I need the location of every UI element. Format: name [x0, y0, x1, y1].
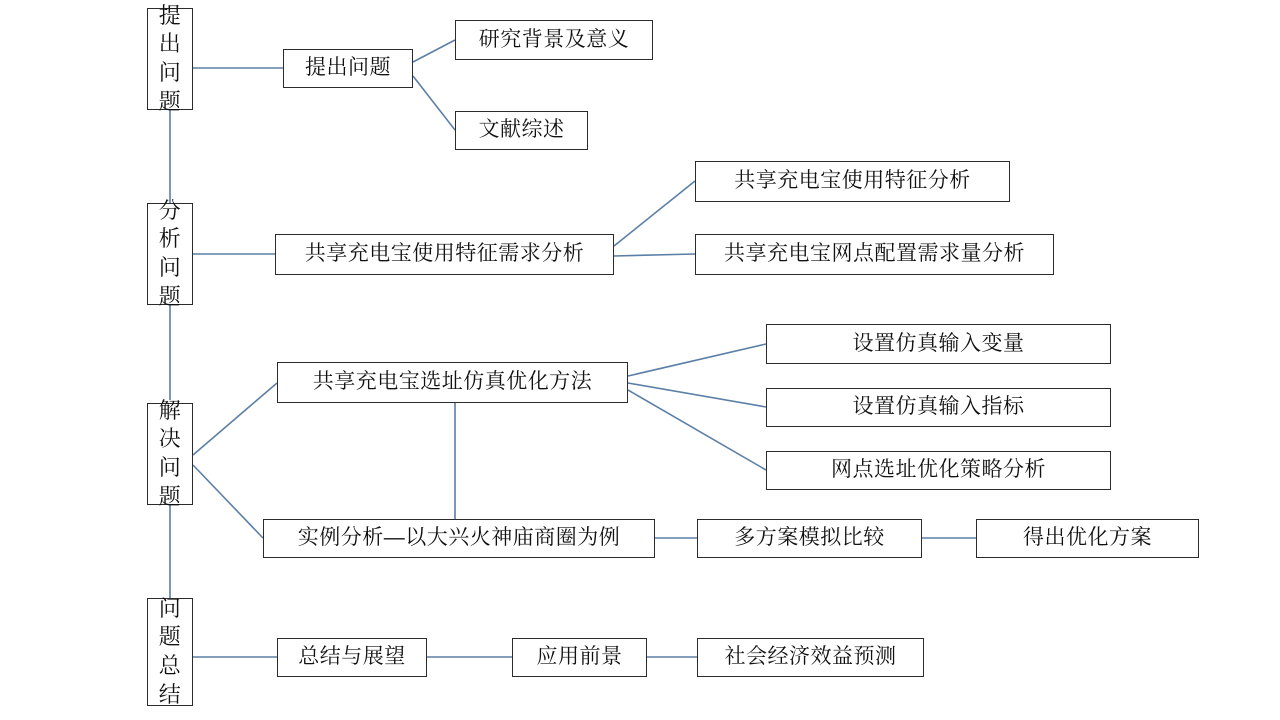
node-label: 共享充电宝使用特征需求分析: [304, 242, 585, 266]
node-label: 提出问题: [305, 56, 391, 80]
node-set-input-indicators: [766, 388, 1111, 427]
node-simulation-optimization-method: [277, 362, 628, 403]
node-site-strategy-analysis: [766, 451, 1111, 490]
node-usage-feature-analysis: [695, 161, 1010, 202]
node-literature-review: [455, 111, 588, 150]
stage-node-1: [147, 2, 193, 114]
stage-node-3: [147, 397, 193, 509]
node-research-background: [455, 20, 653, 60]
node-label: 实例分析—以大兴火神庙商圈为例: [297, 526, 621, 550]
node-label: 应用前景: [536, 645, 623, 669]
stage-node-2: [147, 197, 193, 309]
node-application-prospect: [512, 638, 647, 677]
node-label: 网点选址优化策略分析: [831, 458, 1046, 482]
node-case-study: [263, 519, 655, 558]
node-scheme-comparison: [697, 519, 922, 558]
stage-label: 分析问题: [158, 197, 182, 309]
node-site-config-demand: [695, 234, 1054, 275]
node-demand-analysis: [275, 234, 614, 275]
node-label: 共享充电宝选址仿真优化方法: [312, 370, 593, 394]
node-label: 总结与展望: [298, 645, 406, 669]
stage-node-4: [147, 595, 193, 707]
node-final-scheme: [976, 519, 1199, 558]
node-social-economic-benefit: [697, 638, 924, 677]
stage-label: 问题总结: [158, 595, 182, 707]
node-label: 设置仿真输入变量: [852, 331, 1025, 355]
node-label: 文献综述: [478, 118, 565, 142]
node-summary-outlook: [277, 638, 427, 677]
node-label: 得出优化方案: [1023, 526, 1152, 550]
node-label: 社会经济效益预测: [724, 645, 897, 669]
node-label: 多方案模拟比较: [734, 526, 885, 550]
node-label: 共享充电宝使用特征分析: [734, 169, 971, 193]
node-label: 共享充电宝网点配置需求量分析: [724, 242, 1025, 266]
node-label: 设置仿真输入指标: [852, 395, 1025, 419]
node-label: 研究背景及意义: [478, 27, 630, 51]
stage-label: 解决问题: [158, 397, 182, 509]
stage-label: 提出问题: [158, 2, 182, 114]
node-pose-question: [283, 49, 413, 88]
node-set-input-variables: [766, 324, 1111, 364]
